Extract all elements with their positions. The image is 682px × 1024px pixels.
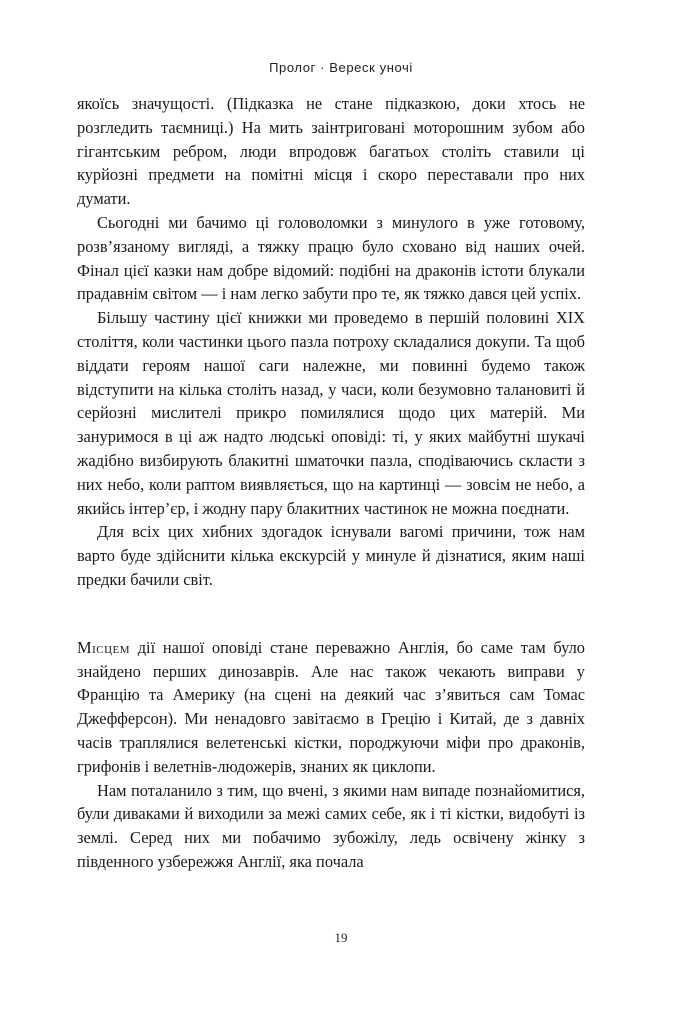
paragraph: Нам поталанило з тим, що вчені, з якими нам випаде познайомитися, були диваками й виходили за межі самих себе, як і ті кістки, видобуті із землі. Серед них ми побачимо зубожілу, ледь освічену жінку з південного узбережжя Англії, яка почала — [77, 780, 585, 871]
page-number: 19 — [334, 930, 348, 945]
paragraph-continued: якоїсь значущості. (Підказка не стане підказкою, доки хтось не розгледить таємниці.) На мить заінтриговані моторошним зубом або гігантським ребром, люди впродовж багатьох століть ставили ці курйозні предмети на помітні місця і скоро переставали про них думати. — [77, 94, 585, 209]
running-head: Пролог · Вереск уночі — [269, 60, 413, 75]
paragraph: Більшу частину цієї книжки ми проведемо в першій половині XIX століття, коли частинки цього пазла потроху складалися докупи. Та щоб віддати героям нашої саги належне, ми повинні будемо також відступити на кілька століть назад, у часи, коли безумовно талановиті й серйозні мислителі прикро помилялися щодо цих матерій. Ми зануримося в ці аж надто людські оповіді: ті, у яких майбутні шукачі жадібно визбирують блакитні шматочки пазла, сподіваючись скласти з них небо, коли раптом виявляється, що на картинці — зовсім не небо, а якийсь інтер’єр, і жодну пару блакитних частинок не можна поєднати. — [77, 308, 585, 518]
paragraph: Сьогодні ми бачимо ці головоломки з минулого в уже готовому, розв’язаному вигляді, а тяжку працю було сховано від наших очей. Фінал цієї казки нам добре відомий: подібні на драконів істоти блукали прадавнім світом — і нам легко забути про те, як тяжко дався цей успіх. — [77, 212, 585, 304]
body-text — [77, 92, 585, 874]
paragraph: Для всіх цих хибних здогадок існували вагомі причини, тож нам варто буде здійснити кілька екскурсій у минуле й дізнатися, яким наші предки бачили світ. — [77, 522, 585, 589]
paragraph-text: дії нашої оповіді стане переважно Англія, бо саме там було знайдено перших динозаврів. Але нас також чекають виправи у Францію та Америку (на сцені на деякий час з’явиться сам Томас Джефферсон). Ми ненадовго завітаємо в Грецію і Китай, де з давніх часів траплялися велетенські кістки, породжуючи міфи про драконів, грифонів і велетнів-людожерів, знаних як циклопи. — [77, 637, 585, 776]
section-start-paragraph — [77, 636, 585, 779]
small-caps-lead: Місцем — [77, 637, 131, 657]
